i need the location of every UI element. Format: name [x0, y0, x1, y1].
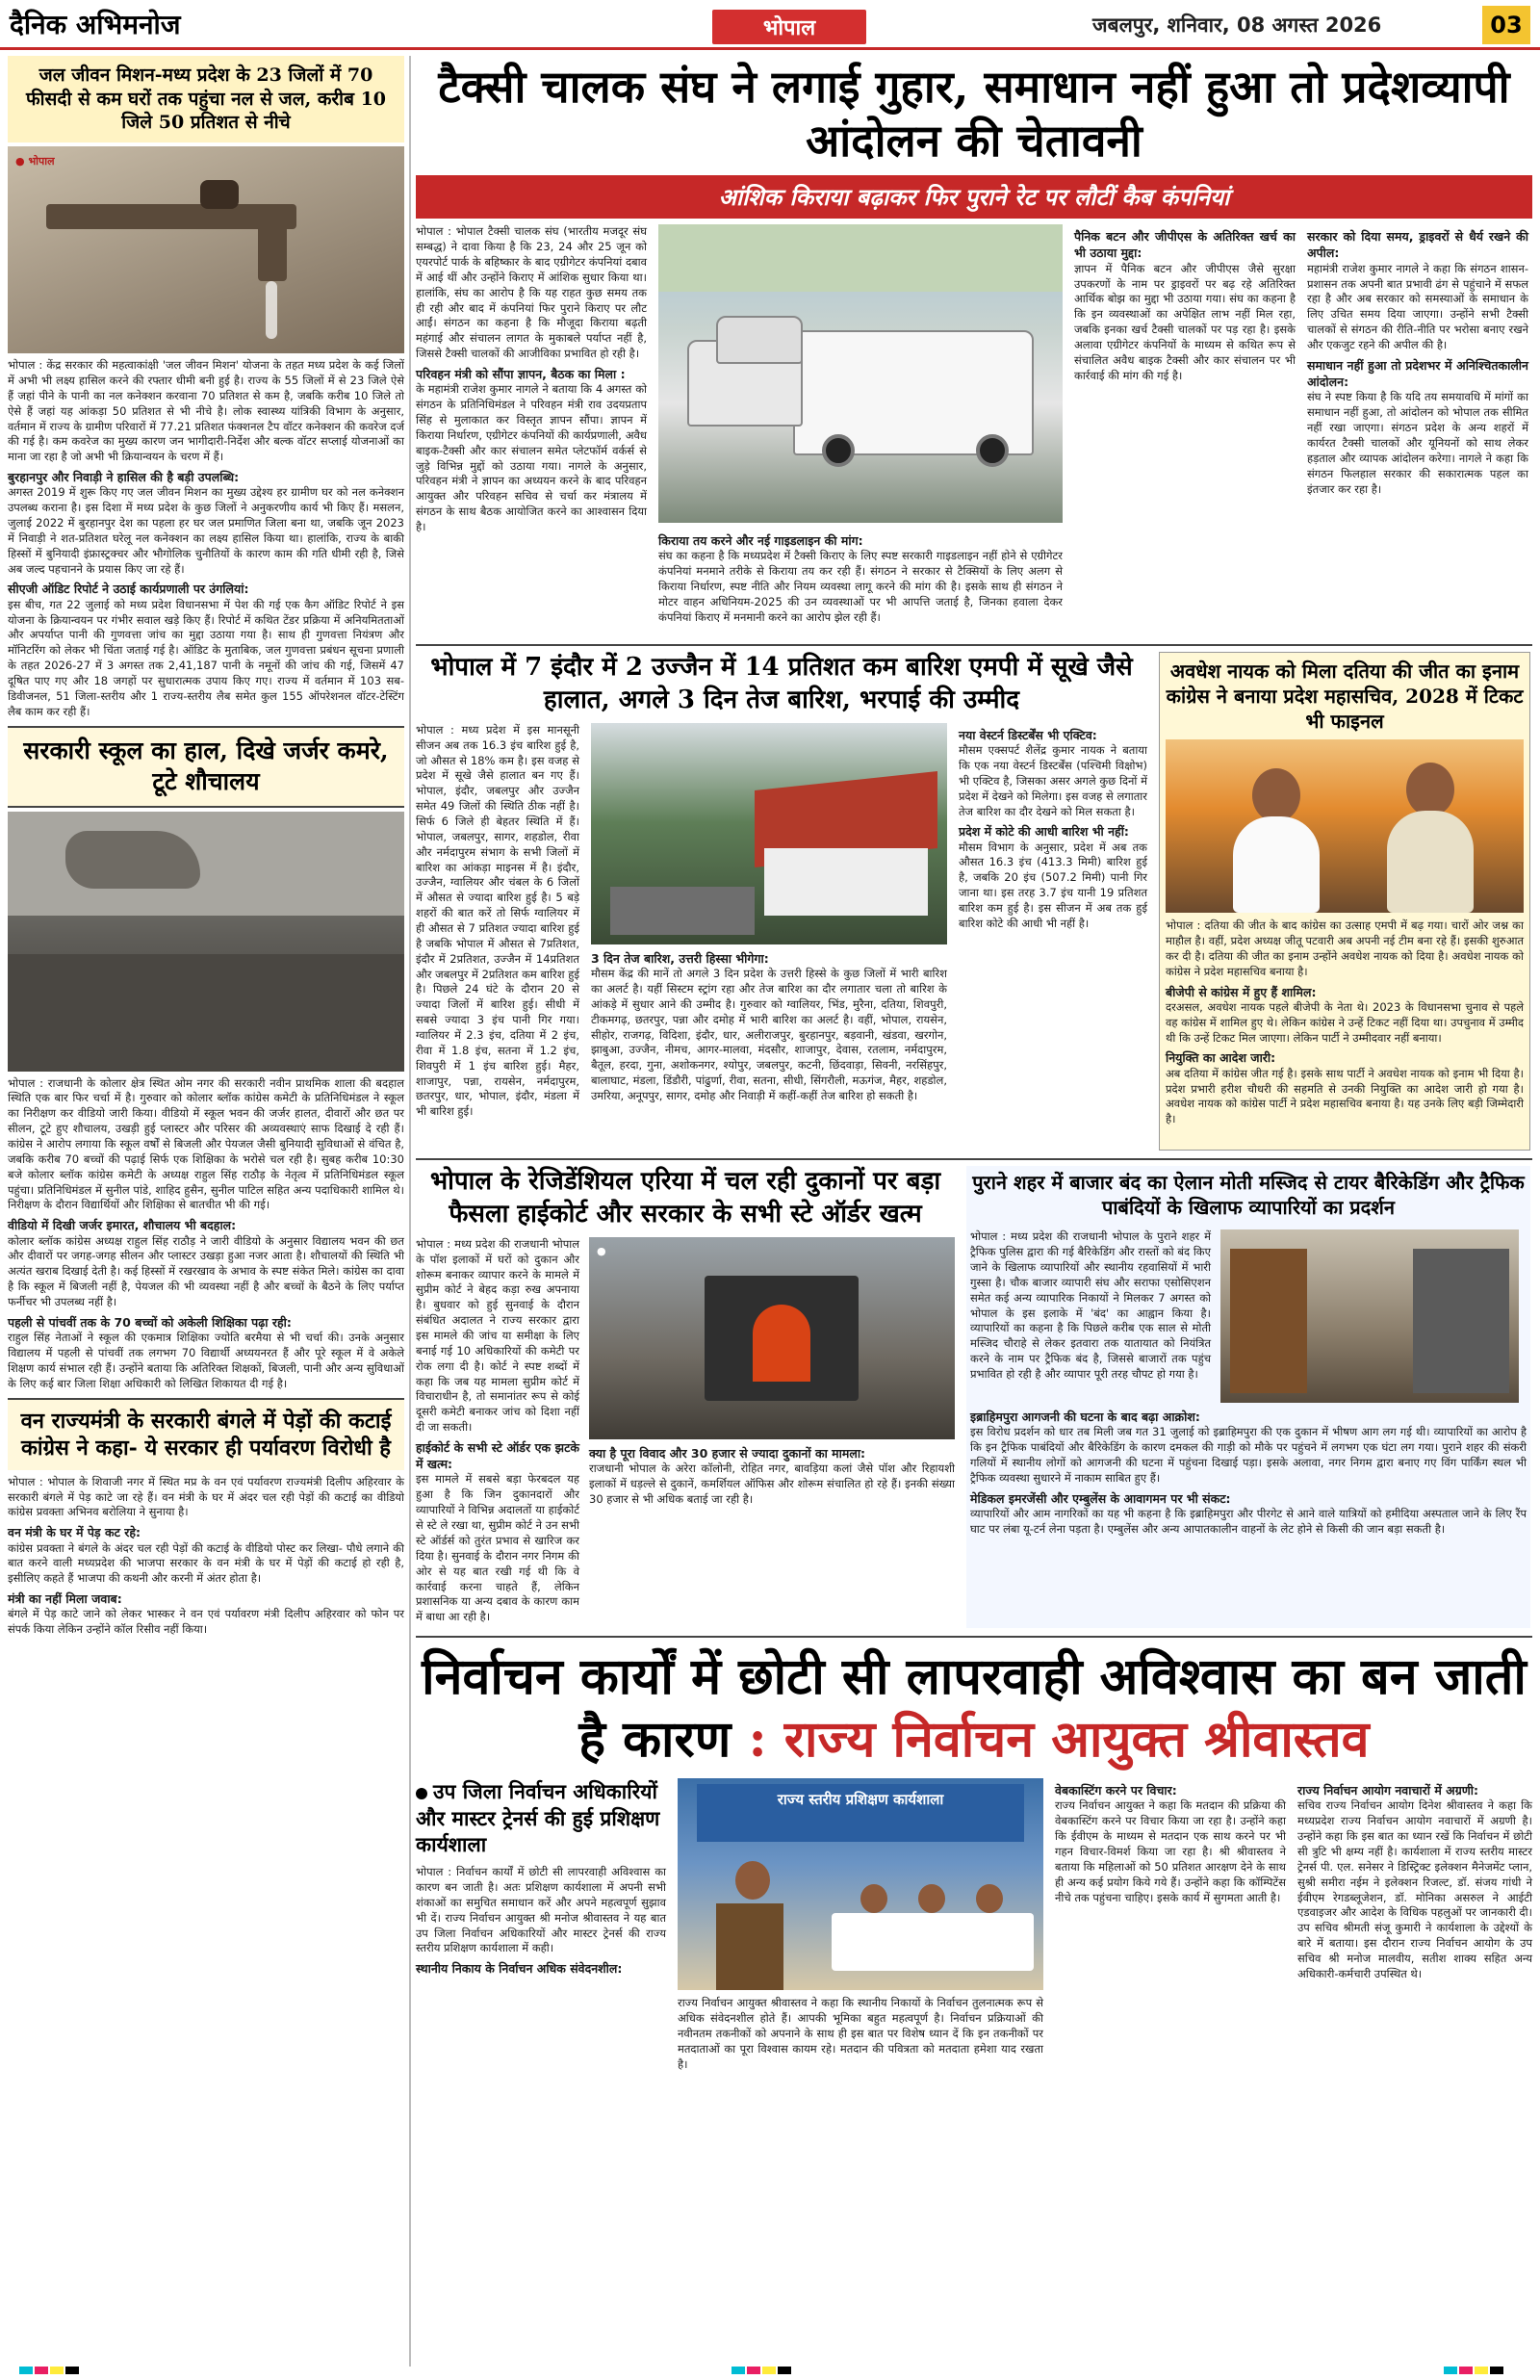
- election-body-right1: वेबकास्टिंग करने पर विचार: राज्य निर्वाचन आयुक्त ने कहा कि मतदान की प्रक्रिया की वेबकास्टिंग करने पर विचार किया जा रहा है। उन्होंने कहा कि ईवीएम के माध्यम से मतदान एक साथ करने पर भी गहन विचार-विमर्श किया जा रहा है। श्री श्रीवास्तव ने बताया कि महिलाओं को 50 प्रतिशत आरक्षण देने के साथ ही अन्य कई प्रयोग किये गये हैं। उन्होंने कहा कि कॉम्पिटेंस नीचे तक पहुंचना चाहिए। इसके कार्य में सुगमता आती है।: [1055, 1783, 1286, 1904]
- jal-jeevan-headline: जल जीवन मिशन-मध्य प्रदेश के 23 जिलों में 70 फीसदी से कम घरों तक पहुंचा नल से जल, करीब 10 जिले 50 प्रतिशत से नीचे: [8, 56, 404, 142]
- rain-body-right: नया वेस्टर्न डिस्टर्बेंस भी एक्टिव: मौसम एक्सपर्ट शैलेंद्र कुमार नायक ने बताया कि एक नया वेस्टर्न डिस्टर्बेंस (पश्चिमी विक्षोभ) भी एक्टिव है, जिसका असर अगले कुछ दिनों में प्रदेश में देखने को मिलेगा। इस वजह से लगातार तेज बारिश का दौर देखने को मिल सकता है। प्रदेश में कोटे की आधी बारिश भी नहीं: मौसम विभाग के अनुसार, प्रदेश में अब तक औसत 16.3 इंच (413.3 मिमी) बारिश हुई है, जबकि 20 इंच (507.2 मिमी) पानी गिर जाना था। इस तरह 3.7 इंच यानी 19 प्रतिशत बारिश कम हुई है। इस सीजन में अब तक हुई बारिश कोटे की आधी भी नहीं है।: [959, 727, 1147, 930]
- taxi-body-left: भोपाल : भोपाल टैक्सी चालक संघ (भारतीय मजदूर संघ सम्बद्ध) ने दावा किया है कि 23, 24 और 25 जून को एयरपोर्ट पार्क के बहिष्कार के बाद एग्रीगेटर कंपनियां दबाव में आई थीं और उन्होंने किराए में आंशिक सुधार किया था। हालांकि, संघ का आरोप है कि यह राहत कुछ समय तक ही रही और बाद में कंपनियां फिर पुराने किराए पर लौट आईं। संगठन का कहना है कि मौजूदा किराया बढ़ती महंगाई और संचालन लागत के मुकाबले पर्याप्त नहीं है, जिससे टैक्सी चालकों की आजीविका प्रभावित हो रही है। परिवहन मंत्री को सौंपा ज्ञापन, बैठक का मिला : के महामंत्री राजेश कुमार नागले ने बताया कि 4 अगस्त को संगठन के प्रतिनिधिमंडल ने परिवहन मंत्री राव उदयप्रताप सिंह से मुलाकात कर विस्तृत ज्ञापन सौंपा। ज्ञापन में किराया निर्धारण, एग्रीगेटर कंपनियों की कार्यप्रणाली, अवैध बाइक-टैक्सी और कार संचालन समेत प्लेटफॉर्म वर्कर्स से जुड़े विभिन्न मुद्दों को उठाया गया। नागले के अनुसार, परिवहन मंत्री ने ज्ञापन का अध्ययन करने के बाद परिवहन आयुक्त और परिवहन सचिव से चर्चा कर मंत्रालय में संगठन के साथ बैठक आयोजित करने का आश्वासन दिया है।: [416, 224, 647, 533]
- election-story: [416, 1645, 1532, 2202]
- divider: [416, 1158, 1532, 1160]
- election-body-right2: राज्य निर्वाचन आयोग नवाचारों में अग्रणी: सचिव राज्य निर्वाचन आयोग दिनेश श्रीवास्तव ने कहा कि मध्यप्रदेश राज्य निर्वाचन आयोग नवाचारों में अग्रणी है। उन्होंने कहा कि इस बात का ध्यान रखें कि निर्वाचन में छोटी सी त्रुटि भी क्षम्य नहीं है। कार्यशाला में राज्य स्तरीय मास्टर ट्रेनर्स पी. एल. सनेसर ने डिस्ट्रिक्ट इलेक्शन मैनेजमेंट प्लान, सुश्री समीरा नईम ने इलेक्शन रिजल्ट, डॉ. संजय गांधी ने ईवीएम रेगडब्लूजेशन, डॉ. मोनिका असरुल ने आईटी एडवाइजर और आदेश के विधिक पहलुओं पर जानकारी दी। उप सचिव श्रीमती संजू कुमारी ने कार्यशाला के उद्देश्यों के बारे में बताया। इस दौरान राज्य निर्वाचन आयोग के उप सचिव श्री मनोज मालवीय, सतीश शाक्य सहित अन्य अधिकारी-कर्मचारी उपस्थित थे।: [1297, 1783, 1532, 1980]
- rain-photo: [591, 723, 947, 944]
- shops-body-left: भोपाल : मध्य प्रदेश की राजधानी भोपाल के पॉश इलाकों में घरों को दुकान और शोरूम बनाकर व्यापार करने के मामले में सुप्रीम कोर्ट ने बेहद कड़ा रुख अपनाया है। बुधवार को हुई सुनवाई के दौरान संबंधित अदालत ने राज्य सरकार द्वारा इस मामले की जांच या समीक्षा के लिए बनाई गई 10 अधिकारियों की कमेटी पर रोक लगा दी है। कोर्ट ने स्पष्ट शब्दों में कहा कि जब यह मामला सुप्रीम कोर्ट में विचाराधीन है, तो समानांतर रूप से कोई दूसरी कमेटी बनाकर जांच को दिशा नहीं दी जा सकती। हाईकोर्ट के सभी स्टे ऑर्डर एक झटके में खत्म: इस मामले में सबसे बड़ा फेरबदल यह हुआ है कि जिन दुकानदारों और व्यापारियों ने विभिन्न अदालतों या हाईकोर्ट से स्टे ले रखा था, सुप्रीम कोर्ट ने उन सभी स्टे ऑर्डर्स को तुरंत प्रभाव से खारिज कर दिया है। सुनवाई के दौरान नगर निगम की ओर से यह बात रखी गई थी कि वे कार्रवाई करना चाहते हैं, लेकिन प्रशासनिक या अन्य दबाव के कारण काम में बाधा आ रही है।: [416, 1236, 579, 1624]
- bullet-icon: [416, 1788, 427, 1799]
- rain-headline: भोपाल में 7 इंदौर में 2 उज्जैन में 14 प्रतिशत कम बारिश एमपी में सूखे जैसे हालात, अगले 3 दिन तेज बारिश, भरपाई की उम्मीद: [430, 653, 1133, 715]
- election-headline: निर्वाचन कार्यों में छोटी सी लापरवाही अविश्वास का बन जाती है कारण : राज्य निर्वाचन आयुक्त श्रीवास्तव: [422, 1647, 1527, 1770]
- market-story: [966, 1166, 1530, 1628]
- rain-story: [416, 652, 1147, 1151]
- taxi-story: [416, 224, 1532, 636]
- training-banner: राज्य स्तरीय प्रशिक्षण कार्यशाला: [697, 1784, 1024, 1842]
- training-photo: [678, 1778, 1043, 1990]
- column-divider: [409, 56, 411, 2367]
- shops-photo: [589, 1237, 955, 1439]
- shops-headline: भोपाल के रेजिडेंशियल एरिया में चल रही दुकानों पर बड़ा फैसला हाईकोर्ट और सरकार के सभी स्टे ऑर्डर खत्म: [429, 1167, 941, 1229]
- taxi-strapline: आंशिक किराया बढ़ाकर फिर पुराने रेट पर लौटीं कैब कंपनियां: [416, 175, 1532, 219]
- market-headline: पुराने शहर में बाजार बंद का ऐलान मोती मस्जिद से टायर बैरिकेडिंग और ट्रैफिक पाबंदियों के खिलाफ व्यापारियों का प्रदर्शन: [972, 1171, 1525, 1220]
- taxi-photo: [658, 224, 1063, 523]
- right-column: [416, 56, 1532, 2202]
- taxi-body-right1: पैनिक बटन और जीपीएस के अतिरिक्त खर्च का भी उठाया मुद्दा: ज्ञापन में पैनिक बटन और जीपीएस जैसे सुरक्षा उपकरणों के नाम पर ड्राइवरों पर बढ़ रहे अतिरिक्त आर्थिक बोझ का मुद्दा भी उठाया गया। संघ का कहना है कि इन व्यवस्थाओं का अपेक्षित लाभ नहीं मिल रहा, जबकि इनका खर्च टैक्सी चालकों पर पड़ रहा है। इसके अलावा एग्रीगेटर कंपनियों के माध्यम से कथित रूप से संचालित अवैध बाइक टैक्सी और कार संचालन पर भी कार्रवाई की मांग की गई है।: [1074, 229, 1296, 382]
- shops-body-right: क्या है पूरा विवाद और 30 हजार से ज्यादा दुकानों का मामला: राजधानी भोपाल के अरेरा कॉलोनी, रोहित नगर, बावड़िया कलां जैसे पॉश और रिहायशी इलाकों में धड़ल्ले से दुकानें, कमर्शियल ऑफिस और शोरूम संचालित हो रहे हैं। इनकी संख्या 30 हजार से भी अधिक बताई जा रही है।: [589, 1445, 955, 1506]
- rain-body-left: भोपाल : मध्य प्रदेश में इस मानसूनी सीजन अब तक 16.3 इंच बारिश हुई है, जो औसत से 18% कम है। इस वजह से प्रदेश में सूखे जैसे हालात बन गए हैं। भोपाल, इंदौर, जबलपुर और उज्जैन समेत 49 जिलों की स्थिति ठीक नहीं है। सिर्फ 6 जिले ही बेहतर स्थिति में हैं। भोपाल, जबलपुर, सागर, शहडोल, रीवा और नर्मदापुरम संभाग के सभी जिलों में बारिश का आंकड़ा माइनस में है। इंदौर, उज्जैन, ग्वालियर और चंबल के 6 जिलों में औसत से ज्यादा बारिश हुई है। 5 बड़े शहरों की बात करें तो सिर्फ ग्वालियर में ही औसत से 7 प्रतिशत ज्यादा बारिश हुई है जबकि भोपाल में औसत से 7प्रतिशत, इंदौर में 2प्रतिशत, उज्जैन में 14प्रतिशत और जबलपुर में 2प्रतिशत कम बारिश हुई है। पिछले 24 घंटे के दौरान 20 से ज्यादा जिलों में बारिश हुई। सीधी में सबसे ज्यादा 3 इंच पानी गिर गया। ग्वालियर में 2.3 इंच, दतिया में 2 इंच, रीवा में 1.8 इंच, सतना में 1.2 इंच, शिवपुरी में 1 इंच बारिश हुई। मैहर, शाजापुर, पन्ना, रायसेन, नर्मदापुरम, छतरपुर, धार, भोपाल, इंदौर, मंडला में भी बारिश हुई।: [416, 722, 579, 1119]
- location-pin-icon: ● भोपाल: [15, 155, 55, 168]
- market-body-bottom: इब्राहिमपुरा आगजनी की घटना के बाद बढ़ा आक्रोश: इस विरोध प्रदर्शन को धार तब मिली जब गत 31 जुलाई को इब्राहिमपुरा की एक दुकान में भीषण आग लग गई थी। व्यापारियों का आरोप है कि इन ट्रैफिक पाबंदियों और बैरिकेडिंग के कारण दमकल की गाड़ी को मौके पर पहुंचने में लगभग एक घंटा लग गया। पुराने शहर की संकरी गलियों में स्थानीय लोगों को आगजनी की घटना में पहुंचना दिखाई पड़ा। इसके अलावा, नगर निगम द्वारा बनाए गए विंग पार्किंग स्थल भी ट्रैफिक व्यवस्था सुधारने में नाकाम साबित हुए हैं। मेडिकल इमरजेंसी और एम्बुलेंस के आवागमन पर भी संकट: व्यापारियों और आम नागरिकों का यह भी कहना है कि इब्राहिमपुरा और पीरगेट से आने वाले यात्रियों को हमीदिया अस्पताल जाने के लिए रैंप घाट पर लंबा यू-टर्न लेना पड़ता है। एम्बुलेंस और अन्य आपातकालीन वाहनों के लेट होने से किसी की जान बड़ा सकती है।: [970, 1410, 1527, 1537]
- masthead: [0, 0, 1540, 50]
- congress-story: [1159, 652, 1530, 1151]
- forest-minister-headline: वन राज्यमंत्री के सरकारी बंगले में पेड़ों की कटाई कांग्रेस ने कहा- ये सरकार ही पर्यावरण विरोधी है: [8, 1398, 404, 1470]
- divider: [416, 1636, 1532, 1638]
- newspaper-logo: दैनिक अभिमनोज: [10, 8, 181, 40]
- election-body-left: भोपाल : निर्वाचन कार्यों में छोटी सी लापरवाही अविश्वास का कारण बन जाती है। अतः प्रशिक्षण कार्यशाला में अपनी सभी शंकाओं का समुचित समाधान करें और अपने महत्वपूर्ण सुझाव भी दें। राज्य निर्वाचन आयुक्त श्री मनोज श्रीवास्तव ने यह बात उप जिला निर्वाचन अधिकारियों और मास्टर ट्रेनर्स की राज्य स्तरीय प्रशिक्षण कार्यशाला में कही। स्थानीय निकाय के निर्वाचन अधिक संवेदनशील:: [416, 1865, 666, 1977]
- forest-minister-body: भोपाल : भोपाल के शिवाजी नगर में स्थित मप्र के वन एवं पर्यावरण राज्यमंत्री दिलीप अहिरवार के सरकारी बंगले में पेड़ काटे जा रहे हैं। वन मंत्री के घर में अंदर चल रही पेड़ों की कटाई का वीडियो कांग्रेस प्रवक्ता अभिनव बरोलिया ने सुनाया है। वन मंत्री के घर में पेड़ कट रहे: कांग्रेस प्रवक्ता ने बंगले के अंदर चल रही पेड़ों की कटाई के वीडियो पोस्ट कर लिखा- पौधे लगाने की बात करने वाली मध्यप्रदेश की भाजपा सरकार के वन मंत्री के घर में पेड़ों की कटाई हो रही है, इसीलिए कहते हैं भाजपा की कथनी और करनी में अंतर होता है। मंत्री का नहीं मिला जवाब: बंगले में पेड़ काटे जाने को लेकर भास्कर ने वन एवं पर्यावरण मंत्री दिलीप अहिरवार को फोन पर संपर्क किया लेकिन उन्होंने कॉल रिसीव नहीं किया।: [8, 1474, 404, 1637]
- tap-photo: [8, 146, 404, 353]
- school-photo: [8, 812, 404, 1072]
- jal-jeevan-body: भोपाल : केंद्र सरकार की महत्वाकांक्षी 'जल जीवन मिशन' योजना के तहत मध्य प्रदेश के कई जिलों में अभी भी लक्ष्य हासिल करने की रफ्तार धीमी बनी हुई है। राज्य के 55 जिलों में से 23 जिले ऐसे हैं जहां पीने के पानी का नल कनेक्शन करवाना 70 प्रतिशत से कम है, जबकि करीब 10 जिले तो ऐसे हैं जहां यह आंकड़ा 50 प्रतिशत से भी नीचे है। लोक स्वास्थ्य यांत्रिकी विभाग के अनुसार, वर्तमान में राज्य के ग्रामीण परिवारों में 77.21 प्रतिशत फंक्शनल टैप वॉटर कनेक्शन की कवरेज दर्ज की गई है। कम कवरेज का मुख्य कारण जन भागीदारी-निर्देश और बल्क वॉटर सप्लाई योजनाओं का माना जा रहा है जो अभी भी क्रियान्वयन के चरण में हैं। बुरहानपुर और निवाड़ी ने हासिल की है बड़ी उपलब्धि: अगस्त 2019 में शुरू किए गए जल जीवन मिशन का मुख्य उद्देश्य हर ग्रामीण घर को नल कनेक्शन उपलब्ध कराना है। इस दिशा में मध्य प्रदेश के कुछ जिलों ने अनुकरणीय कार्य भी किए हैं। मसलन, जुलाई 2022 में बुरहानपुर देश का पहला हर घर जल प्रमाणित जिला बना था, जबकि जून 2023 में निवाड़ी ने शत-प्रतिशत घरेलू नल कनेक्शन का लक्ष्य हासिल किया था। हालांकि, राज्य के बाकी हिस्सों में बुनियादी इंफ्रास्ट्रक्चर और भौगोलिक चुनौतियों के कारण काम की गति धीमी रही है, जिसे अब जल्द पहचानने के प्रयास किए जा रहे हैं। सीएजी ऑडिट रिपोर्ट ने उठाई कार्यप्रणाली पर उंगलियां: इस बीच, गत 22 जुलाई को मध्य प्रदेश विधानसभा में पेश की गई एक कैग ऑडिट रिपोर्ट ने इस योजना के क्रियान्वयन पर गंभीर सवाल खड़े किए हैं। रिपोर्ट में कथित टेंडर प्रक्रिया में अनियमितताओं और अपर्याप्त पानी की गुणवत्ता जांच का मुद्दा उठाया गया है। साथ ही गुणवत्ता नियंत्रण और मॉनिटरिंग को लेकर भी चिंता जताई गई है। ऑडिट के मुताबिक, जल गुणवत्ता प्रबंधन सूचना प्रणाली के तहत 2026-27 में 3 अगस्त तक 2,41,187 पानी के नमूनों की जांच की गई, जिसमें 47 दूषित पाए गए और 18 जगहों पर सुधारात्मक उपाय किए गए। राज्य में वर्तमान में 103 सब-डिवीजनल, 51 जिला-स्तरीय और 1 राज्य-स्तरीय लैब समेत कुल 155 ऑपरेशनल वॉटर-टेस्टिंग लैब काम कर रही हैं।: [8, 358, 404, 718]
- taxi-headline: टैक्सी चालक संघ ने लगाई गुहार, समाधान नहीं हुआ तो प्रदेशव्यापी आंदोलन की चेतावनी: [438, 61, 1510, 168]
- school-headline: सरकारी स्कूल का हाल, दिखे जर्जर कमरे, टूटे शौचालय: [8, 726, 404, 808]
- market-photo: [1220, 1229, 1519, 1403]
- left-column: [8, 56, 404, 1638]
- registration-marks: [732, 2367, 791, 2374]
- location-pin-icon: ●: [597, 1244, 606, 1257]
- page-number: 03: [1482, 6, 1530, 44]
- congress-body: भोपाल : दतिया की जीत के बाद कांग्रेस का उत्साह एमपी में बढ़ गया। चारों ओर जश्न का माहौल है। वहीं, प्रदेश अध्यक्ष जीतू पटवारी अब अपनी नई टीम बना रहे हैं। इसकी शुरुआत कर दी है। दतिया की जीत का इनाम उन्होंने अवधेश नायक को दिया है। अवधेश नायक को कांग्रेस ने प्रदेश महासचिव बनाया है। बीजेपी से कांग्रेस में हुए हैं शामिल: दरअसल, अवधेश नायक पहले बीजेपी के नेता थे। 2023 के विधानसभा चुनाव से पहले वह कांग्रेस में शामिल हुए थे। लेकिन कांग्रेस ने उन्हें टिकट नहीं दिया था। उपचुनाव में उम्मीद थी कि उन्हें टिकट मिल जाएगा। लेकिन पार्टी ने उम्मीदवार नहीं बनाया। नियुक्ति का आदेश जारी: अब दतिया में कांग्रेस जीत गई है। इसके साथ पार्टी ने अवधेश नायक को इनाम भी दिया है। प्रदेश प्रभारी हरीश चौधरी की सहमति से उनकी नियुक्ति का आदेश जारी हो गया है। अवधेश नायक को कांग्रेस पार्टी ने प्रदेश महासचिव बनाया है। यह उनके लिए बड़ी जिम्मेदारी है।: [1166, 918, 1524, 1126]
- election-side-headline: उप जिला निर्वाचन अधिकारियों और मास्टर ट्रेनर्स की हुई प्रशिक्षण कार्यशाला: [416, 1779, 660, 1856]
- market-body-left: भोपाल : मध्य प्रदेश की राजधानी भोपाल के पुराने शहर में ट्रैफिक पुलिस द्वारा की गई बैरिकेडिंग और रास्तों को बंद किए जाने के खिलाफ व्यापारियों और स्थानीय रहवासियों में भारी गुस्सा है। चौक बाजार व्यापारी संघ और सराफा एसोसिएशन समेत कई अन्य व्यापारिक निकायों ने मिलकर 7 अगस्त को भोपाल के इस इलाके में 'बंद' का आह्वान किया है। व्यापारियों का कहना है कि पिछले करीब एक साल से मोती मस्जिद चौराहे से लेकर इतवारा तक यातायात को नियंत्रित करने के नाम पर ट्रैफिक बंद है, जिससे बाजारों तक पहुंच प्रभावित हो रही है और व्यापार पूरी तरह चौपट हो गया है।: [970, 1229, 1211, 1381]
- rain-body-middle: 3 दिन तेज बारिश, उत्तरी हिस्सा भीगेगा: मौसम केंद्र की मानें तो अगले 3 दिन प्रदेश के उत्तरी हिस्से के कुछ जिलों में भारी बारिश का अलर्ट है। यहीं सिस्टम स्ट्रांग रहा और तेज बारिश का दौर लगातार चला तो बारिश के आंकड़े में सुधार आने की उम्मीद है। गुरुवार को ग्वालियर, भिंड, मुरैना, दतिया, शिवपुरी, टीकमगढ़, छतरपुर, पन्ना और दमोह में भारी बारिश का अलर्ट है। वहीं, भोपाल, रायसेन, सीहोर, राजगढ़, विदिशा, इंदौर, धार, अलीराजपुर, बुरहानपुर, बड़वानी, खंडवा, खरगोन, झाबुआ, उज्जैन, नीमच, आगर-मालवा, मंदसौर, शाजापुर, देवास, रतलाम, नर्मदापुरम, बैतूल, हरदा, गुना, अशोकनगर, श्योपुर, जबलपुर, कटनी, छिंदवाड़ा, सिवनी, नरसिंहपुर, बालाघाट, मंडला, डिंडौरी, पांढुर्णा, रीवा, सतना, सीधी, सिंगरौली, मऊगंज, मैहर, शहडोल, उमरिया, अनूपपुर, सागर, दमोह और निवाड़ी में कहीं-कहीं तेज बारिश हो सकती है।: [591, 950, 947, 1102]
- dateline: जबलपुर, शनिवार, 08 अगस्त 2026: [1092, 13, 1382, 37]
- congress-photo: [1166, 739, 1524, 913]
- registration-marks: [1444, 2367, 1503, 2374]
- school-body: भोपाल : राजधानी के कोलार क्षेत्र स्थित ओम नगर की सरकारी नवीन प्राथमिक शाला की बदहाल स्थिति एक बार फिर चर्चा में है। गुरुवार को कोलार ब्लॉक कांग्रेस कमेटी के प्रतिनिधिमंडल ने स्कूल का निरीक्षण कर वीडियो जारी किया। वीडियो में स्कूल भवन की जर्जर हालत, दीवारों और छत पर सीलन, टूटे हुए शौचालय, उखड़ी हुई प्लास्टर और परिसर की अव्यवस्थाएं साफ दिखाई दे रही हैं। कांग्रेस ने आरोप लगाया कि स्कूल वर्षों से बिजली और पेयजल जैसी बुनियादी सुविधाओं से वंचित है, जबकि करीब 70 बच्चों की पढ़ाई सिर्फ एक शिक्षिका के भरोसे चल रही है। सुबह करीब 10:30 बजे कोलार ब्लॉक कांग्रेस कमेटी के अध्यक्ष राहुल सिंह राठौड़ के नेतृत्व में प्रतिनिधिमंडल स्कूल पहुंचा। प्रतिनिधिमंडल में सुनील पांडे, शाहिद हुसैन, सुनील पाटिल सहित अन्य पदाधिकारी शामिल थे। निरीक्षण के दौरान विद्यार्थियों और शिक्षिका से बातचीत भी की गई। वीडियो में दिखी जर्जर इमारत, शौचालय भी बदहाल: कोलार ब्लॉक कांग्रेस अध्यक्ष राहुल सिंह राठौड़ ने जारी वीडियो के अनुसार विद्यालय भवन की छत और दीवारों पर जगह-जगह सीलन और प्लास्टर उखड़ा हुआ नजर आता है। शौचालयों की स्थिति भी अत्यंत खराब दिखाई देती है। कई हिस्सों में रखरखाव के अभाव के स्पष्ट संकेत मिले। कांग्रेस का दावा है कि स्कूल में बिजली नहीं है, पेयजल की भी व्यवस्था नहीं है और बच्चों के बैठने के लिए पर्याप्त फर्नीचर भी उपलब्ध नहीं है। पहली से पांचवीं तक के 70 बच्चों को अकेली शिक्षिका पढ़ा रही: राहुल सिंह नेताओं ने स्कूल की एकमात्र शिक्षिका ज्योति बरमैया से भी चर्चा की। उनके अनुसार विद्यालय में पहली से पांचवीं तक लगभग 70 विद्यार्थी अध्ययनरत हैं और पूरे स्कूल में वे अकेले शिक्षण कार्य संभाल रही हैं। उन्होंने बताया कि अतिरिक्त शिक्षकों, बिजली, पानी और अन्य सुविधाओं के लिए कई बार जिला शिक्षा अधिकारी को लिखित शिकायत दी गई है।: [8, 1075, 404, 1390]
- congress-headline: अवधेश नायक को मिला दतिया की जीत का इनाम कांग्रेस ने बनाया प्रदेश महासचिव, 2028 में टिकट भी फाइनल: [1166, 660, 1524, 734]
- registration-marks: [19, 2367, 79, 2374]
- taxi-body-middle: किराया तय करने और नई गाइडलाइन की मांग: संघ का कहना है कि मध्यप्रदेश में टैक्सी किराए के लिए स्पष्ट सरकारी गाइडलाइन नहीं होने से एग्रीगेटर कंपनियां मनमाने तरीके से किराया तय कर रही हैं। संगठन ने सरकार से टैक्सियों के लिए अलग से किराया निर्धारण, स्पष्ट नीति और नियम व्यवस्था लागू करने की मांग की है। इसके साथ ही संगठन ने मोटर वाहन अधिनियम-2025 की उन व्यवस्थाओं पर भी आपत्ति जताई है, जिनका हवाला देकर कंपनियां किराए में मनमानी करने का आरोप झेल रही हैं।: [658, 533, 1063, 624]
- section-tab[interactable]: भोपाल: [712, 10, 866, 44]
- shops-story: [416, 1166, 955, 1628]
- election-body-middle: राज्य निर्वाचन आयुक्त श्रीवास्तव ने कहा कि स्थानीय निकायों के निर्वाचन तुलनात्मक रूप से अधिक संवेदनशील होते हैं। आपकी भूमिका बहुत महत्वपूर्ण है। निर्वाचन प्रक्रियाओं की नवीनतम तकनीकों को अपनाने के साथ ही इस बात पर विशेष ध्यान दें कि इन तकनीकों पर मतदाताओं का पूरा विश्वास कायम रहे। मतदान की पवित्रता को मतदाता हमेशा याद रखता है।: [678, 1996, 1043, 2071]
- taxi-body-right2: सरकार को दिया समय, ड्राइवरों से धैर्य रखने की अपील: महामंत्री राजेश कुमार नागले ने कहा कि संगठन शासन-प्रशासन तक अपनी बात प्रभावी ढंग से पहुंचाने में सफल रहा है और अब सरकार को समस्याओं के समाधान के लिए उचित समय दिया जाएगा। उन्होंने सभी टैक्सी चालकों से संगठन की रीति-नीति पर भरोसा बनाए रखने और एकजुट रहने की अपील की है। समाधान नहीं हुआ तो प्रदेशभर में अनिश्चितकालीन आंदोलन: संघ ने स्पष्ट किया है कि यदि तय समयावधि में मांगों का समाधान नहीं हुआ, तो आंदोलन को भोपाल तक सीमित नहीं रखा जाएगा। संगठन प्रदेश के अन्य शहरों में कार्यरत टैक्सी चालकों और यूनियनों को साथ लेकर हड़ताल और व्यापक आंदोलन करेगा। नागले ने कहा कि संगठन फिलहाल सरकार की सकारात्मक पहल का इंतजार कर रहा है।: [1307, 229, 1528, 496]
- divider: [416, 644, 1532, 646]
